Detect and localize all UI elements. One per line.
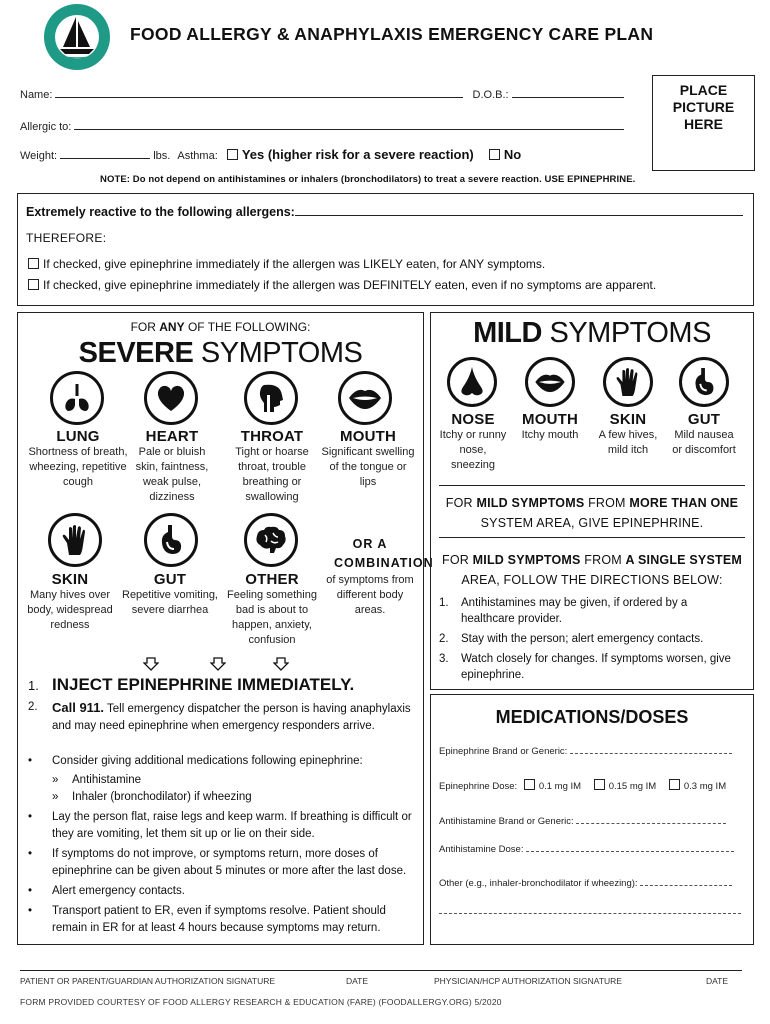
- mild-step-text: Antihistamines may be given, if ordered by a healthcare provider.: [461, 597, 688, 625]
- list-item: • Lay the person flat, raise legs and keep warm. If breathing is difficult or they are vomiting, let them sit up or lie on their side.: [28, 809, 420, 843]
- name-label: Name:: [20, 89, 53, 101]
- name-field[interactable]: [55, 86, 463, 98]
- asthma-label: Asthma:: [177, 150, 218, 162]
- severe-symptom-desc: Many hives over body, widespread redness: [27, 589, 113, 631]
- mild-single-text: FROM: [580, 553, 626, 567]
- mild-steps: [439, 595, 739, 683]
- action-step-2: [28, 699, 420, 735]
- severe-symptoms-box: [17, 312, 434, 945]
- mild-step-text: Watch closely for changes. If symptoms worsen, give epinephrine.: [461, 653, 731, 681]
- heart-icon: [144, 371, 198, 425]
- mild-symptom-name: NOSE: [451, 411, 495, 428]
- nose-icon: [447, 357, 497, 407]
- mild-multi-text: FOR: [445, 496, 477, 510]
- district-logo: [43, 3, 111, 71]
- epinephrine-brand-label: Epinephrine Brand or Generic:: [439, 746, 568, 757]
- patient-signature-label: PATIENT OR PARENT/GUARDIAN AUTHORIZATION SIGNATURE: [20, 976, 276, 986]
- antihistamine-brand-row: [439, 815, 726, 827]
- mild-multi-text: FROM: [584, 496, 630, 510]
- down-arrow-icon: [273, 657, 289, 676]
- page-title: FOOD ALLERGY & ANAPHYLAXIS EMERGENCY CARE PLAN: [130, 24, 654, 44]
- severe-symptom-other: [222, 571, 322, 648]
- allergic-field[interactable]: [74, 118, 624, 130]
- inject-epinephrine-text: INJECT EPINEPHRINE IMMEDIATELY.: [52, 675, 355, 694]
- therefore-label: THEREFORE:: [26, 231, 107, 245]
- signature-line: [20, 970, 742, 971]
- picture-placeholder[interactable]: [652, 75, 755, 171]
- allergic-row: [20, 118, 624, 133]
- action-bullet-text: Transport patient to ER, even if symptoms resolve. Patient should remain in ER for at least 4 hours because symptoms may return.: [52, 905, 386, 934]
- mild-single-system: [431, 550, 753, 590]
- patient-date-label: DATE: [346, 976, 369, 986]
- severe-symptom-heart: [126, 428, 218, 505]
- dose-0-15-checkbox[interactable]: [594, 779, 605, 790]
- asthma-yes-checkbox[interactable]: [227, 149, 238, 160]
- severe-symptom-throat: [224, 428, 320, 505]
- mild-symptom-desc: Mild nausea or discomfort: [672, 429, 736, 456]
- list-item: • Alert emergency contacts.: [28, 883, 420, 900]
- mouth-icon: [338, 371, 392, 425]
- option-definitely-label: If checked, give epinephrine immediately if the allergen was DEFINITELY eaten, even if no symptoms are apparent.: [43, 278, 657, 292]
- physician-date-label: DATE: [706, 976, 729, 986]
- list-item: • If symptoms do not improve, or symptoms return, more doses of epinephrine can be given about 5 minutes or more after the last dose.: [28, 846, 420, 880]
- action-bullet-text: Alert emergency contacts.: [52, 885, 185, 897]
- other-medication-row: [439, 877, 732, 889]
- severe-symptom-lung: [28, 428, 128, 490]
- mild-multi-system: [431, 493, 753, 533]
- option-definitely-checkbox[interactable]: [28, 279, 39, 290]
- weight-field[interactable]: [60, 147, 150, 159]
- severe-symptom-name: GUT: [153, 571, 187, 588]
- list-item: • Consider giving additional medications following epinephrine:: [28, 753, 420, 770]
- mild-step-text: Stay with the person; alert emergency contacts.: [461, 633, 704, 645]
- antihistamine-dose-label: Antihistamine Dose:: [439, 844, 524, 855]
- allergens-field[interactable]: [295, 206, 743, 216]
- mild-symptom-desc: Itchy or runny nose, sneezing: [439, 429, 507, 471]
- antihistamine-brand-field[interactable]: [576, 815, 726, 824]
- dose-option-label: 0.1 mg IM: [538, 781, 582, 792]
- other-medication-field[interactable]: [640, 877, 732, 886]
- severe-combination: [324, 535, 434, 618]
- action-step-number: 2.: [28, 701, 38, 713]
- severe-symptom-name: HEART: [145, 428, 199, 445]
- option-likely-label: If checked, give epinephrine immediately if the allergen was LIKELY eaten, for ANY symptoms.: [43, 257, 546, 271]
- action-step-2-text: [52, 699, 420, 735]
- medications-title: MEDICATIONS/DOSES: [495, 707, 689, 727]
- action-bullets: [28, 753, 420, 937]
- severe-title: [18, 337, 423, 370]
- mild-symptom-name: GUT: [687, 411, 721, 428]
- physician-signature-label: PHYSICIAN/HCP AUTHORIZATION SIGNATURE: [434, 976, 622, 986]
- list-item: 2. Stay with the person; alert emergency contacts.: [439, 633, 704, 645]
- severe-symptom-desc: Tight or hoarse throat, trouble breathing or swallowing: [235, 446, 309, 503]
- allergic-label: Allergic to:: [20, 121, 72, 133]
- dob-field[interactable]: [512, 86, 624, 98]
- other-medication-field-2[interactable]: [439, 905, 741, 914]
- list-item: 3. Watch closely for changes. If symptoms worsen, give epinephrine.: [439, 651, 739, 683]
- call-911-text: Call 911.: [52, 700, 105, 715]
- courtesy-note: FORM PROVIDED COURTESY OF FOOD ALLERGY RESEARCH & EDUCATION (FARE) (FOODALLERGY.ORG) 5/2020: [20, 997, 502, 1007]
- lbs-label: lbs.: [153, 150, 171, 162]
- down-arrow-icon: [143, 657, 159, 676]
- list-item: 1. Antihistamines may be given, if ordered by a healthcare provider.: [439, 595, 739, 627]
- throat-icon: [244, 371, 298, 425]
- asthma-no-checkbox[interactable]: [489, 149, 500, 160]
- allergens-heading: Extremely reactive to the following allergens:: [26, 205, 295, 219]
- mild-single-text: FOR: [441, 553, 473, 567]
- severe-title-rest: SYMPTOMS: [193, 337, 363, 369]
- mild-title: [431, 317, 753, 350]
- mild-symptom-name: SKIN: [609, 411, 647, 428]
- list-item: » Antihistamine: [52, 772, 420, 789]
- allergens-box: [17, 193, 754, 306]
- asthma-no-label: No: [503, 147, 522, 162]
- weight-label: Weight:: [20, 150, 58, 162]
- stomach-icon: [144, 513, 198, 567]
- weight-row: [20, 147, 521, 162]
- dose-0-1-checkbox[interactable]: [524, 779, 535, 790]
- epinephrine-brand-row: [439, 745, 732, 757]
- hand-icon: [48, 513, 102, 567]
- severe-symptom-name: MOUTH: [340, 428, 396, 445]
- epinephrine-dose-label: Epinephrine Dose:: [439, 781, 518, 792]
- list-item: » Inhaler (bronchodilator) if wheezing: [52, 789, 420, 806]
- severe-intro: [18, 320, 423, 334]
- mild-multi-text: MORE THAN ONE: [629, 496, 739, 510]
- mouth-icon: [525, 357, 575, 407]
- mild-symptom-nose: [437, 411, 509, 473]
- picture-placeholder-label: PLACE PICTURE HERE: [672, 82, 735, 132]
- epinephrine-brand-field[interactable]: [570, 745, 732, 754]
- mild-symptom-skin: [589, 411, 667, 458]
- mild-single-text: AREA, FOLLOW THE DIRECTIONS BELOW:: [461, 573, 723, 587]
- option-likely: [28, 257, 545, 271]
- severe-symptom-mouth: [320, 428, 416, 490]
- dob-label: D.O.B.:: [472, 89, 509, 101]
- antihistamine-dose-row: [439, 843, 734, 855]
- antihistamine-dose-field[interactable]: [526, 843, 734, 852]
- other-medication-row-2: [439, 905, 741, 917]
- severe-symptom-skin: [22, 571, 118, 633]
- severe-symptom-name: THROAT: [240, 428, 304, 445]
- mild-multi-text: SYSTEM AREA, GIVE EPINEPHRINE.: [480, 516, 704, 530]
- list-item: • Transport patient to ER, even if symptoms resolve. Patient should remain in ER for at least 4 hours because symptoms may return.: [28, 903, 420, 937]
- lungs-icon: [50, 371, 104, 425]
- mild-symptom-desc: A few hives, mild itch: [598, 429, 658, 456]
- call-911-details: Tell emergency dispatcher the person is having anaphylaxis and may need epinephrine when emergency responders arrive.: [52, 703, 411, 732]
- mild-single-text: A SINGLE SYSTEM: [625, 553, 742, 567]
- down-arrow-icon: [210, 657, 226, 676]
- medications-box: [430, 694, 754, 945]
- severe-symptom-name: SKIN: [51, 571, 89, 588]
- epinephrine-dose-row: [439, 779, 726, 792]
- mild-symptom-mouth: [513, 411, 587, 443]
- dose-option-label: 0.3 mg IM: [683, 781, 727, 792]
- dose-0-3-checkbox[interactable]: [669, 779, 680, 790]
- severe-symptom-desc: Significant swelling of the tongue or lips: [321, 446, 415, 488]
- action-bullet-text: If symptoms do not improve, or symptoms return, more doses of epinephrine can be given about 5 minutes or more after the last dose.: [52, 848, 407, 877]
- severe-symptom-name: LUNG: [56, 428, 100, 445]
- severe-symptom-desc: Feeling something bad is about to happen, anxiety, confusion: [227, 589, 317, 646]
- mild-single-text: MILD SYMPTOMS: [472, 553, 581, 567]
- option-likely-checkbox[interactable]: [28, 258, 39, 269]
- mild-symptoms-box: [430, 312, 754, 690]
- antihistamine-brand-label: Antihistamine Brand or Generic:: [439, 816, 574, 827]
- severe-symptom-desc: Repetitive vomiting, severe diarrhea: [122, 589, 218, 616]
- severe-intro-suffix: OF THE FOLLOWING:: [184, 320, 311, 334]
- action-bullet-text: Lay the person flat, raise legs and keep warm. If breathing is difficult or they are vomiting, let them sit up or lie on their side.: [52, 811, 412, 840]
- mild-symptom-name: MOUTH: [522, 411, 578, 428]
- dose-option-label: 0.15 mg IM: [608, 781, 657, 792]
- severe-symptom-name: OTHER: [245, 571, 299, 588]
- combination-title: OR A COMBINATION: [334, 537, 434, 570]
- action-sub-text: Antihistamine: [72, 774, 142, 786]
- action-bullet-text: Consider giving additional medications following epinephrine:: [52, 755, 363, 767]
- action-sub-text: Inhaler (bronchodilator) if wheezing: [72, 791, 252, 803]
- action-step-number: 1.: [28, 678, 39, 693]
- severe-intro-prefix: FOR: [130, 320, 160, 334]
- mild-multi-text: MILD SYMPTOMS: [476, 496, 585, 510]
- divider: [439, 485, 745, 486]
- hand-icon: [603, 357, 653, 407]
- name-row: [20, 86, 624, 101]
- stomach-icon: [679, 357, 729, 407]
- severe-title-bold: SEVERE: [78, 337, 194, 369]
- mild-symptom-desc: Itchy mouth: [521, 429, 579, 441]
- sailboat-logo-icon: [43, 3, 111, 71]
- mild-title-rest: SYMPTOMS: [541, 317, 711, 349]
- allergens-row: [26, 205, 743, 219]
- epinephrine-note: NOTE: Do not depend on antihistamines or inhalers (bronchodilators) to treat a severe reaction. USE EPINEPHRINE.: [100, 174, 636, 185]
- severe-symptom-desc: Shortness of breath, wheezing, repetitive cough: [28, 446, 128, 488]
- combination-desc: of symptoms from different body areas.: [326, 574, 414, 616]
- severe-symptom-desc: Pale or bluish skin, faintness, weak pulse, dizziness: [135, 446, 209, 503]
- asthma-yes-label: Yes (higher risk for a severe reaction): [241, 147, 474, 162]
- mild-title-bold: MILD: [473, 317, 542, 349]
- severe-symptom-gut: [122, 571, 218, 618]
- action-step-1: [28, 675, 418, 695]
- divider: [439, 537, 745, 538]
- option-definitely: [28, 278, 656, 292]
- other-medication-label: Other (e.g., inhaler-bronchodilator if wheezing):: [439, 878, 638, 889]
- severe-intro-any: ANY: [159, 320, 185, 334]
- brain-icon: [244, 513, 298, 567]
- mild-symptom-gut: [671, 411, 737, 458]
